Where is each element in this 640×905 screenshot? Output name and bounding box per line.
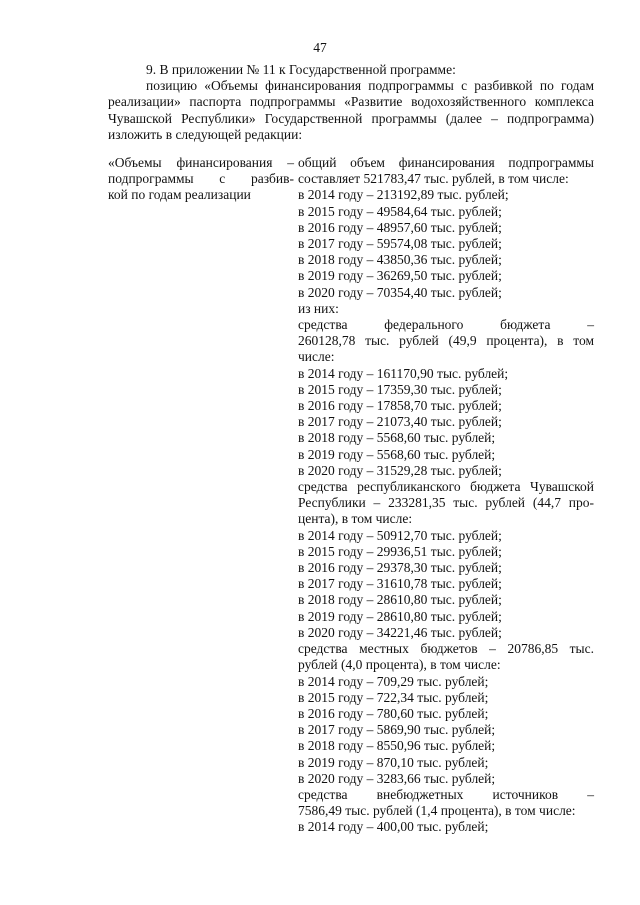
total-year-line: в 2017 году – 59574,08 тыс. рублей; [298, 236, 502, 252]
federal-budget-line: средства федерального бюджета – [298, 317, 594, 333]
intro-heading: 9. В приложении № 11 к Государственной программе: [146, 62, 456, 77]
federal-year-line: в 2020 году – 31529,28 тыс. рублей; [298, 462, 502, 478]
federal-budget-line: числе: [298, 349, 335, 365]
local-year-line: в 2016 году – 780,60 тыс. рублей; [298, 705, 489, 721]
total-year-line: в 2014 году – 213192,89 тыс. рублей; [298, 187, 509, 203]
local-year-line: в 2015 году – 722,34 тыс. рублей; [298, 689, 489, 705]
extrabudgetary-year-line: в 2014 году – 400,00 тыс. рублей; [298, 819, 489, 835]
republic-year-line: в 2018 году – 28610,80 тыс. рублей; [298, 592, 502, 608]
position-label-line: «Объемы финансирования – [108, 155, 294, 170]
position-label-line: подпрограммы с разбив- [108, 171, 294, 187]
local-year-line: в 2019 году – 870,10 тыс. рублей; [298, 754, 489, 770]
republic-year-line: в 2014 году – 50912,70 тыс. рублей; [298, 527, 502, 543]
total-financing-line: составляет 521783,47 тыс. рублей, в том числе: [298, 171, 569, 187]
total-year-line: в 2020 году – 70354,40 тыс. рублей; [298, 284, 502, 300]
federal-year-line: в 2016 году – 17858,70 тыс. рублей; [298, 398, 502, 414]
federal-year-line: в 2014 году – 161170,90 тыс. рублей; [298, 365, 509, 381]
republic-year-line: в 2016 году – 29378,30 тыс. рублей; [298, 560, 502, 576]
local-budget-line: рублей (4,0 процента), в том числе: [298, 657, 501, 673]
intro-section [108, 62, 594, 143]
federal-year-line: в 2017 году – 21073,40 тыс. рублей; [298, 414, 502, 430]
republic-year-line: в 2020 году – 34221,46 тыс. рублей; [298, 624, 502, 640]
position-label [108, 155, 294, 204]
federal-year-line: в 2015 году – 17359,30 тыс. рублей; [298, 381, 502, 397]
federal-year-line: в 2019 году – 5568,60 тыс. рублей; [298, 446, 496, 462]
total-financing-line: общий объем финансирования подпрограммы [298, 155, 594, 170]
local-year-line: в 2014 году – 709,29 тыс. рублей; [298, 673, 489, 689]
page-number: 47 [313, 40, 327, 55]
financing-details [298, 155, 594, 836]
federal-budget-line: 260128,78 тыс. рублей (49,9 процента), в том [298, 333, 594, 349]
total-year-line: в 2015 году – 49584,64 тыс. рублей; [298, 203, 502, 219]
republic-year-line: в 2019 году – 28610,80 тыс. рублей; [298, 608, 502, 624]
republic-budget-line: цента), в том числе: [298, 511, 413, 527]
intro-paragraph: позицию «Объемы финансирования подпрограммы с разбивкой по годам реализации» паспорта подпрограммы «Развитие водохозяйственного комплекса Чувашской Республики» Государственной программы (далее – подпрограмма) изложить в следующей редакции: [108, 78, 594, 142]
extrabudgetary-line: 7586,49 тыс. рублей (1,4 процента), в том числе: [298, 803, 576, 819]
total-year-line: в 2019 году – 36269,50 тыс. рублей; [298, 268, 502, 284]
position-label-line: кой по годам реализации [108, 187, 251, 203]
local-year-line: в 2018 году – 8550,96 тыс. рублей; [298, 738, 496, 754]
republic-budget-line: Республики – 233281,35 тыс. рублей (44,7 про- [298, 495, 594, 511]
total-year-line: в 2016 году – 48957,60 тыс. рублей; [298, 219, 502, 235]
of-them-label: из них: [298, 300, 339, 316]
local-budget-line: средства местных бюджетов – 20786,85 тыс. [298, 641, 594, 657]
federal-year-line: в 2018 году – 5568,60 тыс. рублей; [298, 430, 496, 446]
republic-budget-line: средства республиканского бюджета Чувашской [298, 479, 594, 495]
republic-year-line: в 2017 году – 31610,78 тыс. рублей; [298, 576, 502, 592]
total-year-line: в 2018 году – 43850,36 тыс. рублей; [298, 252, 502, 268]
local-year-line: в 2017 году – 5869,90 тыс. рублей; [298, 722, 496, 738]
extrabudgetary-line: средства внебюджетных источников – [298, 786, 594, 802]
republic-year-line: в 2015 году – 29936,51 тыс. рублей; [298, 543, 502, 559]
local-year-line: в 2020 году – 3283,66 тыс. рублей; [298, 770, 496, 786]
